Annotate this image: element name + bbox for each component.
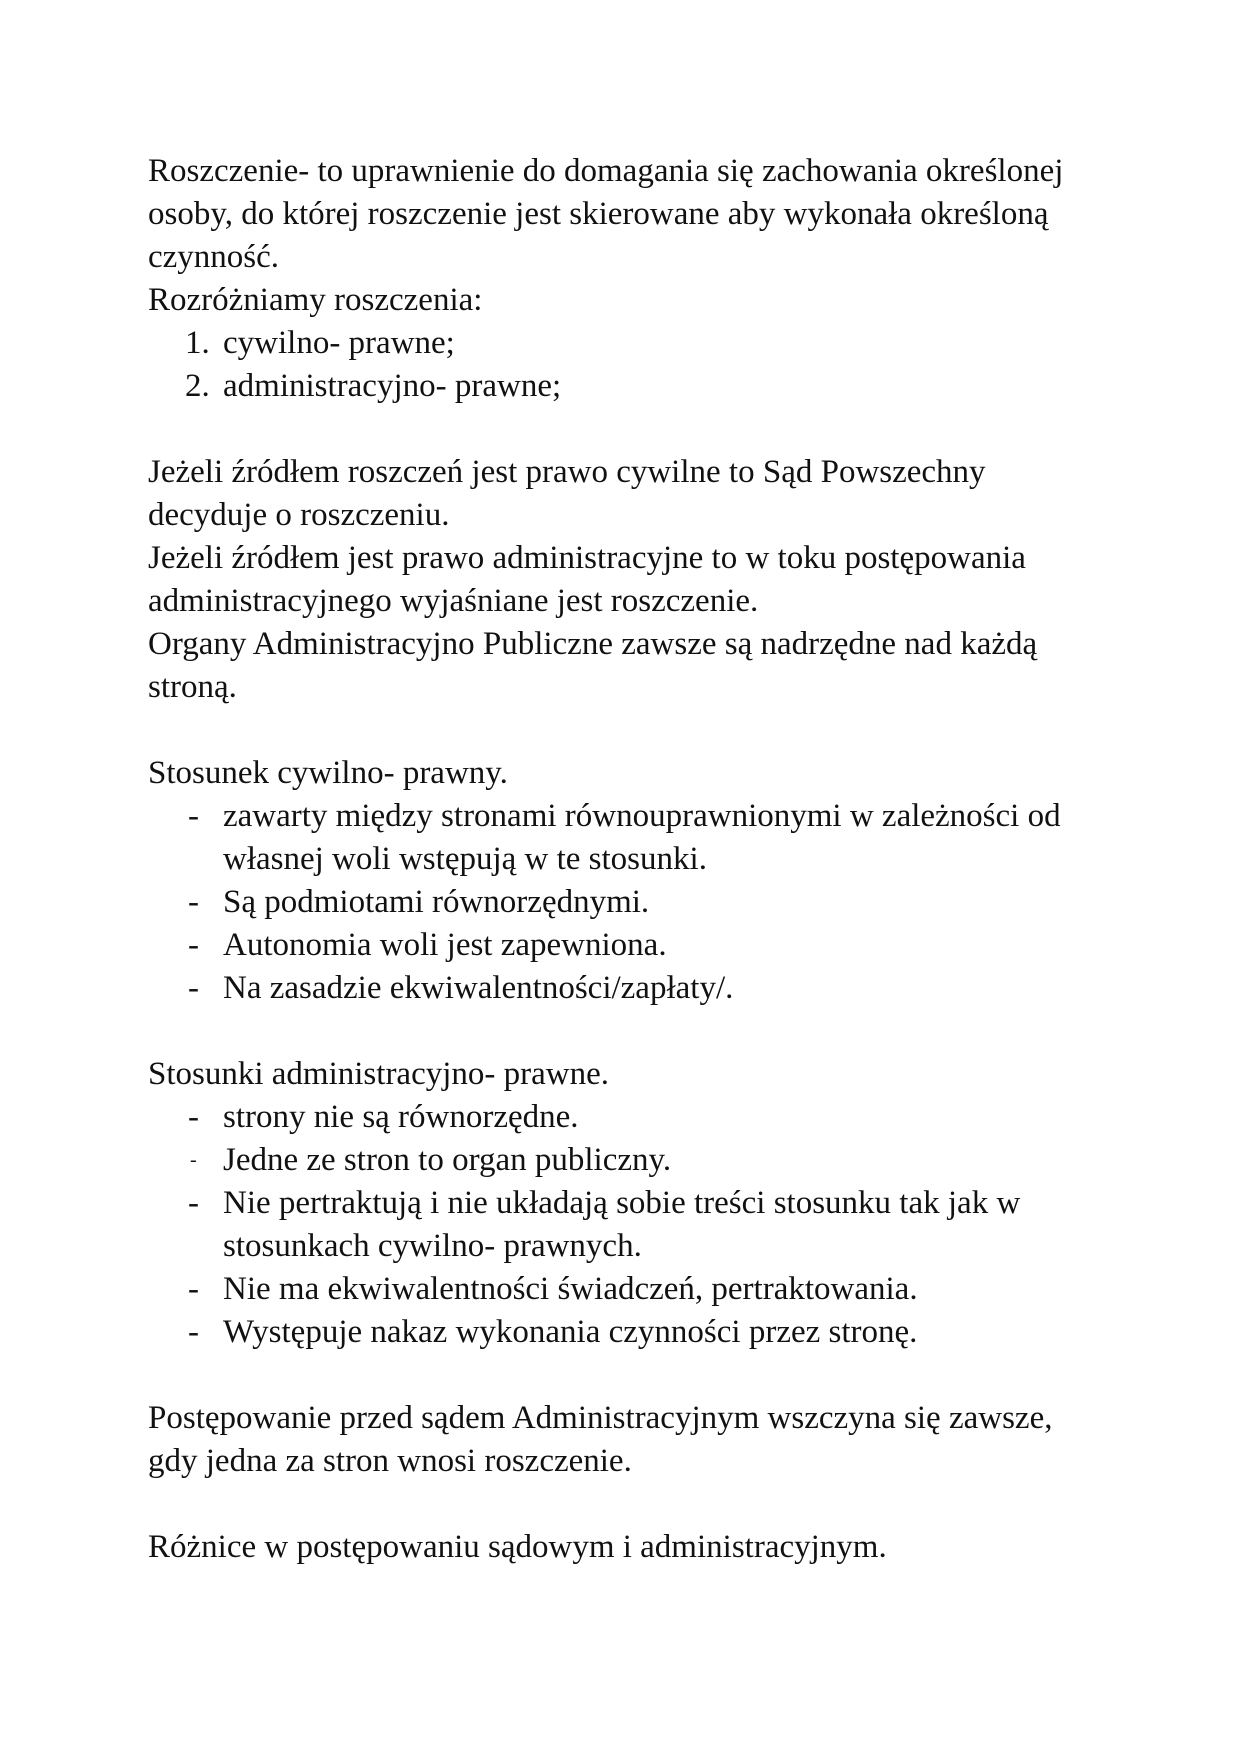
admin-relation-list (148, 1096, 1108, 1354)
civil-source-paragraph: Jeżeli źródłem roszczeń jest prawo cywilne to Sąd Powszechny decyduje o roszczeniu. (148, 454, 986, 533)
list-item (148, 1096, 1108, 1139)
paragraph-gap (148, 709, 1108, 752)
list-item-text: Nie pertraktują i nie układają sobie treści stosunku tak jak w stosunkach cywilno- prawnych. (223, 1185, 1021, 1264)
list-item (148, 967, 1108, 1010)
dash-bullet: - (188, 1314, 199, 1350)
differences-heading: Różnice w postępowaniu sądowym i administracyjnym. (148, 1529, 887, 1565)
dash-bullet: - (188, 927, 199, 963)
list-item-text: cywilno- prawne; (223, 325, 455, 361)
dash-bullet: - (188, 1271, 199, 1307)
dash-bullet: - (188, 1099, 199, 1135)
list-item-text: Jedne ze stron to organ publiczny. (223, 1142, 672, 1178)
list-item-text: zawarty między stronami równouprawnionymi w zależności od własnej woli wstępują w te stosunki. (223, 798, 1061, 877)
dash-bullet: - (188, 798, 199, 834)
civil-relation-heading: Stosunek cywilno- prawny. (148, 755, 508, 791)
list-item-text: administracyjno- prawne; (223, 368, 562, 404)
civil-relation-list (148, 795, 1108, 1010)
list-item (148, 881, 1108, 924)
list-item (148, 1268, 1108, 1311)
proceedings-paragraph: Postępowanie przed sądem Administracyjnym wszczyna się zawsze, gdy jedna za stron wnosi roszczenie. (148, 1400, 1053, 1479)
list-item (148, 1311, 1108, 1354)
list-item (148, 795, 1108, 881)
list-item (148, 1139, 1108, 1182)
admin-source-paragraph: Jeżeli źródłem jest prawo administracyjne to w toku postępowania administracyjnego wyjaśniane jest roszczenie. (148, 540, 1026, 619)
list-item (148, 924, 1108, 967)
list-number: 1. (185, 325, 210, 361)
definition-paragraph: Roszczenie- to uprawnienie do domagania się zachowania określonej osoby, do której roszczenie jest skierowane aby wykonała określoną czynność. (148, 153, 1064, 275)
list-item (148, 365, 1108, 408)
admin-relation-heading: Stosunki administracyjno- prawne. (148, 1056, 610, 1092)
list-item-text: Na zasadzie ekwiwalentności/zapłaty/. (223, 970, 734, 1006)
types-heading: Rozróżniamy roszczenia: (148, 282, 483, 318)
dash-bullet: - (188, 884, 199, 920)
claim-types-list (148, 322, 1108, 408)
list-item-text: strony nie są równorzędne. (223, 1099, 579, 1135)
paragraph-gap (148, 1354, 1108, 1397)
dash-bullet: - (190, 1149, 197, 1171)
paragraph-gap (148, 1483, 1108, 1526)
paragraph-gap (148, 1010, 1108, 1053)
list-item (148, 1182, 1108, 1268)
paragraph-gap (148, 408, 1108, 451)
list-item (148, 322, 1108, 365)
list-item-text: Są podmiotami równorzędnymi. (223, 884, 650, 920)
list-number: 2. (185, 368, 210, 404)
organs-paragraph: Organy Administracyjno Publiczne zawsze są nadrzędne nad każdą stroną. (148, 626, 1038, 705)
dash-bullet: - (188, 1185, 199, 1221)
list-item-text: Autonomia woli jest zapewniona. (223, 927, 667, 963)
dash-bullet: - (188, 970, 199, 1006)
document-body (148, 150, 1108, 1569)
list-item-text: Występuje nakaz wykonania czynności przez stronę. (223, 1314, 918, 1350)
list-item-text: Nie ma ekwiwalentności świadczeń, pertraktowania. (223, 1271, 918, 1307)
